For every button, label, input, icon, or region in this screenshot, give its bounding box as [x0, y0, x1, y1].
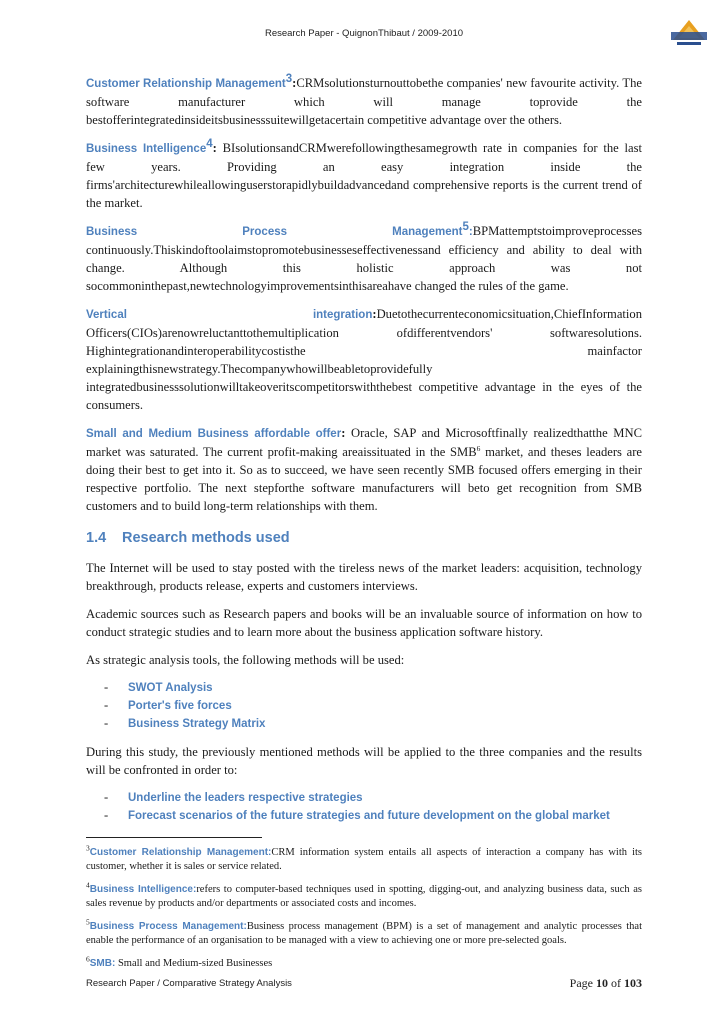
footnote-6: [86, 954, 642, 971]
institution-logo-icon: [667, 18, 711, 48]
colon: :: [468, 226, 473, 238]
footnote-ref-4[interactable]: 4: [206, 137, 213, 150]
dash-bullet: -: [104, 698, 109, 712]
section-number: 1.4: [86, 530, 107, 546]
body-paragraph-study: During this study, the previously mentioned methods will be applied to the three companies and the results will be confronted in order to:: [86, 745, 642, 777]
footnote-term: Customer Relationship Management:: [89, 847, 272, 858]
term-bi: Business Intelligence: [86, 143, 207, 155]
footer-title: Research Paper / Comparative Strategy Analysis: [86, 978, 292, 989]
paragraph-vertical-integration: [86, 305, 642, 414]
list-item: [104, 679, 642, 697]
dash-bullet: -: [104, 808, 109, 822]
list-item: [104, 697, 642, 715]
goals-list: [86, 789, 642, 825]
paragraph-bi-text: BIsolutionsandCRMwerefollowingthesamegrowth rate in companies for the last few years. Providing an easy integration inside the firms'architecturewhileallowinguserstorapidlybuildadvancedand comprehensive reports is the current trend of the market.: [86, 141, 642, 210]
footnote-text: Business process management (BPM) is a set of management and analytic processes that enable the performance of an organisation to be managed with a view to achieving one or more pre-selected goals.: [86, 921, 643, 946]
page-word: Page: [569, 976, 593, 990]
running-header: Research Paper - QuignonThibaut / 2009-2010: [264, 28, 464, 39]
footnote-term: Business Intelligence:: [89, 884, 197, 895]
tool-label: SWOT Analysis: [128, 682, 213, 694]
footnote-number: 4: [86, 880, 90, 890]
footnote-number: 6: [86, 954, 90, 964]
paragraph-smb: [86, 424, 642, 515]
footnote-text: Small and Medium-sized Businesses: [115, 958, 273, 969]
footnote-divider: [86, 837, 262, 838]
term-bpm: Business Process Management: [86, 226, 463, 238]
paragraph-smb-text-b: market, and theses leaders are doing their best to get into it. So as to succeed, we have seen recently SMB focused offers emerging in their respective portfolio. The next stepforthe software manufacturers will beto get recognition from SMB customers and to build long-term relationships with them.: [86, 445, 642, 513]
page-content: [86, 74, 642, 981]
paragraph-bpm-text: BPMattemptstoimproveprocesses continuously.Thiskindoftoolaimstopromotebusinesseseffectivenessand efficiency and ability to deal with change. Although this holistic approach was not socommoninthepast,newtechnologyimprovementsinthisareahave changed the rules of the game.: [86, 224, 642, 293]
page-current: 10: [596, 976, 608, 990]
footnote-3: [86, 843, 642, 873]
paragraph-crm: [86, 74, 642, 129]
tool-label: Porter's five forces: [128, 700, 232, 712]
paragraph-crm-text: CRMsolutionsturnouttobethe companies' new favourite activity. The software manufacturer which will manage toprovide the bestofferintegratedinsideitsbusinesssuitewillgetacertain competitive advantage over the others.: [86, 76, 642, 127]
footnote-ref-3[interactable]: 3: [285, 72, 293, 85]
paragraph-vi-text: Duetothecurrenteconomicsituation,ChiefInformation Officers(CIOs)arenowreluctanttothemultiplication ofdifferentvendors' softwaresolutions. Highintegrationandinteroperabilitycostisthe mainfactor explainingthisnewstrategy.Thecompanywhowillbeabletoprovidefully integratedbusinesssolutionwilltakeoveritscompetitorswiththebest competitive advantage in the eyes of the consumers.: [86, 307, 642, 412]
footnote-5: [86, 917, 643, 947]
body-paragraph-internet: The Internet will be used to stay posted with the tireless news of the market leaders: acquisition, technology breakthrough, products release, experts and customers interviews.: [86, 561, 642, 593]
body-paragraph-academic: Academic sources such as Research papers and books will be an invaluable source of information on how to conduct strategic studies and to learn more about the business application software history.: [86, 607, 642, 639]
page-total: 103: [624, 976, 642, 990]
tool-label: Business Strategy Matrix: [128, 718, 266, 730]
term-crm: Customer Relationship Management: [86, 78, 286, 90]
footnote-number: 3: [86, 843, 90, 853]
footnote-text: refers to computer-based techniques used in spotting, digging-out, and analyzing business data, such as sales revenue by products and/or departments or associated costs and incomes.: [86, 884, 642, 909]
term-vertical-integration: Vertical integration: [86, 309, 373, 321]
list-item: [104, 807, 642, 825]
footnote-text: CRM information system entails all aspects of interaction a company has with its customer, whether it is sales or service related.: [86, 847, 642, 872]
colon: :: [292, 76, 297, 90]
of-word: of: [611, 976, 621, 990]
dash-bullet: -: [104, 790, 109, 804]
footnote-term: Business Process Management:: [89, 921, 247, 932]
page-footer: [86, 978, 642, 989]
goal-label: Underline the leaders respective strategies: [128, 792, 363, 804]
section-heading: [86, 529, 642, 547]
term-smb: Small and Medium Business affordable offer: [86, 428, 342, 440]
colon: :: [212, 141, 217, 155]
dash-bullet: -: [104, 680, 109, 694]
section-title: Research methods used: [122, 530, 290, 546]
colon: :: [341, 426, 346, 440]
paragraph-bi: [86, 139, 642, 212]
tools-list: [86, 679, 642, 733]
dash-bullet: -: [104, 716, 109, 730]
footnote-number: 5: [86, 917, 90, 927]
footnote-4: [86, 880, 642, 910]
page-number: [570, 976, 642, 991]
goal-label: Forecast scenarios of the future strategies and future development on the global market: [128, 810, 610, 822]
paragraph-smb-text-a: Oracle, SAP and Microsoftfinally realizedthatthe MNC market was saturated. The current profit-making areaissituated in the SMB: [86, 426, 642, 459]
list-item: [104, 789, 642, 807]
paragraph-bpm: [86, 222, 642, 295]
footnote-ref-5[interactable]: 5: [462, 220, 469, 233]
list-item: [104, 715, 642, 733]
footnote-term: SMB:: [89, 958, 116, 969]
colon: :: [372, 307, 377, 321]
body-paragraph-tools-intro: As strategic analysis tools, the following methods will be used:: [86, 653, 405, 667]
footnote-ref-6[interactable]: 6: [476, 443, 481, 453]
